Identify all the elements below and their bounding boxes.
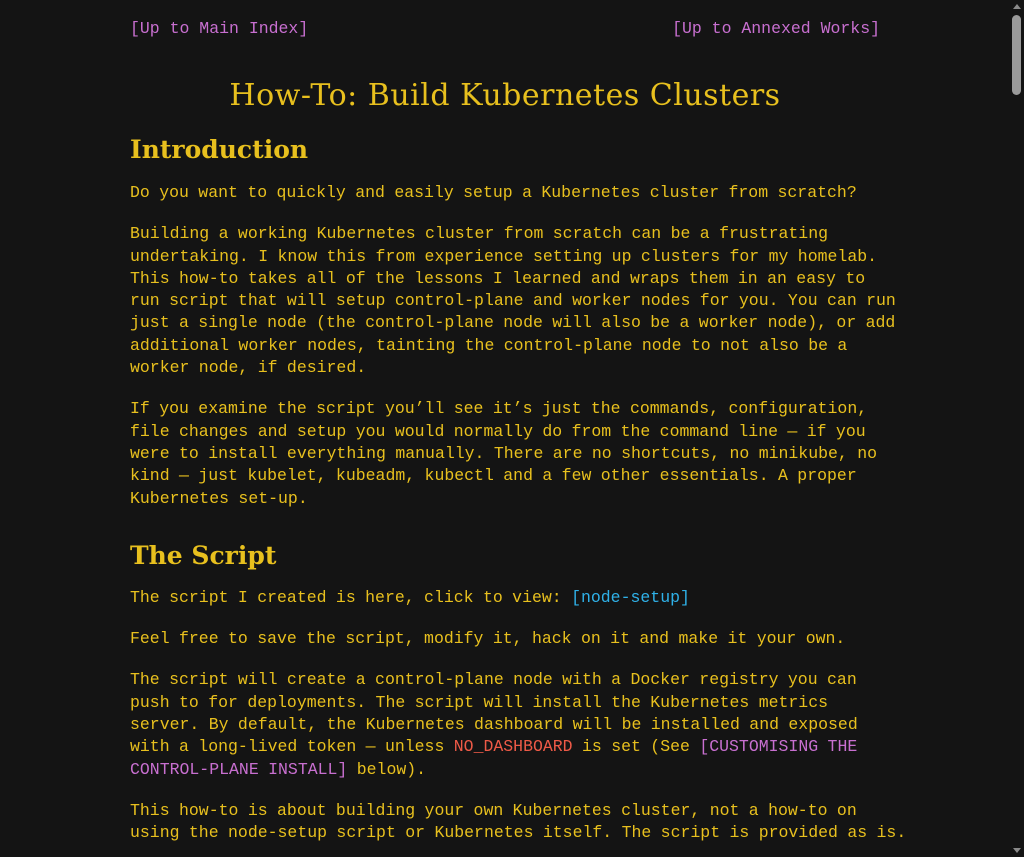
top-navigation <box>130 0 880 58</box>
script-p3-line <box>130 759 880 781</box>
page-content <box>130 0 907 845</box>
customising-control-plane-link[interactable]: [CUSTOMISING THE <box>699 737 858 757</box>
script-paragraph-4 <box>130 800 907 845</box>
intro-p3-line: were to install everything manually. There are no shortcuts, no minikube, no <box>130 443 878 463</box>
intro-p3-line: kind — just kubelet, kubeadm, kubectl and a few other essentials. A proper <box>130 466 857 486</box>
intro-paragraph-3 <box>130 398 880 509</box>
the-script-heading: The Script <box>130 540 277 570</box>
vertical-scrollbar[interactable] <box>1009 0 1024 857</box>
script-paragraph-3 <box>130 669 880 780</box>
intro-p2-line: worker node, if desired. <box>130 358 367 378</box>
script-p3-line: push to for deployments. The script will install the Kubernetes metrics <box>130 692 829 712</box>
intro-paragraph-1: Do you want to quickly and easily setup a Kubernetes cluster from scratch? <box>130 183 857 202</box>
intro-p3-line: file changes and setup you would normally do from the command line — if you <box>130 421 866 441</box>
scroll-up-arrow-icon[interactable] <box>1013 4 1021 9</box>
intro-p2-line: Building a working Kubernetes cluster from scratch can be a frustrating <box>130 224 829 244</box>
annexed-works-link[interactable]: [Up to Annexed Works] <box>672 19 880 38</box>
script-p3-text: is set (See <box>572 737 700 757</box>
script-p3-line: server. By default, the Kubernetes dashboard will be installed and exposed <box>130 715 858 735</box>
intro-p2-line: This how-to takes all of the lessons I learned and wraps them in an easy to <box>130 268 866 288</box>
script-p3-line: The script will create a control-plane node with a Docker registry you can <box>130 670 857 690</box>
intro-p3-line: Kubernetes set-up. <box>130 488 308 508</box>
script-p1-text: The script I created is here, click to view: <box>130 587 572 607</box>
scroll-down-arrow-icon[interactable] <box>1013 848 1021 853</box>
intro-p2-line: run script that will setup control-plane and worker nodes for you. You can run <box>130 291 896 311</box>
script-p3-text: below). <box>347 759 427 779</box>
introduction-heading: Introduction <box>130 135 309 164</box>
page-title: How-To: Build Kubernetes Clusters <box>229 78 781 113</box>
node-setup-link[interactable]: [node-setup] <box>571 587 690 607</box>
script-p3-text: with a long-lived token — unless <box>130 737 454 757</box>
script-paragraph-1 <box>130 587 880 609</box>
intro-p2-line: undertaking. I know this from experience setting up clusters for my homelab. <box>130 246 878 266</box>
script-p4-line: using the node-setup script or Kubernetes itself. The script is provided as is. <box>130 823 907 843</box>
script-paragraph-2: Feel free to save the script, modify it, hack on it and make it your own. <box>130 629 846 649</box>
customising-control-plane-link-cont[interactable]: CONTROL-PLANE INSTALL] <box>130 759 348 779</box>
intro-paragraph-2 <box>130 223 896 379</box>
script-p4-line: This how-to is about building your own Kubernetes cluster, not a how-to on <box>130 800 857 820</box>
main-index-link[interactable]: [Up to Main Index] <box>130 19 309 38</box>
no-dashboard-code: NO_DASHBOARD <box>453 737 573 757</box>
scrollbar-thumb[interactable] <box>1012 15 1021 95</box>
script-p3-line <box>130 736 880 758</box>
intro-p2-line: additional worker nodes, tainting the control-plane node to not also be a <box>130 335 848 355</box>
intro-p2-line: just a single node (the control-plane node will also be a worker node), or add <box>130 313 896 333</box>
intro-p3-line: If you examine the script you’ll see it’s just the commands, configuration, <box>130 399 868 419</box>
